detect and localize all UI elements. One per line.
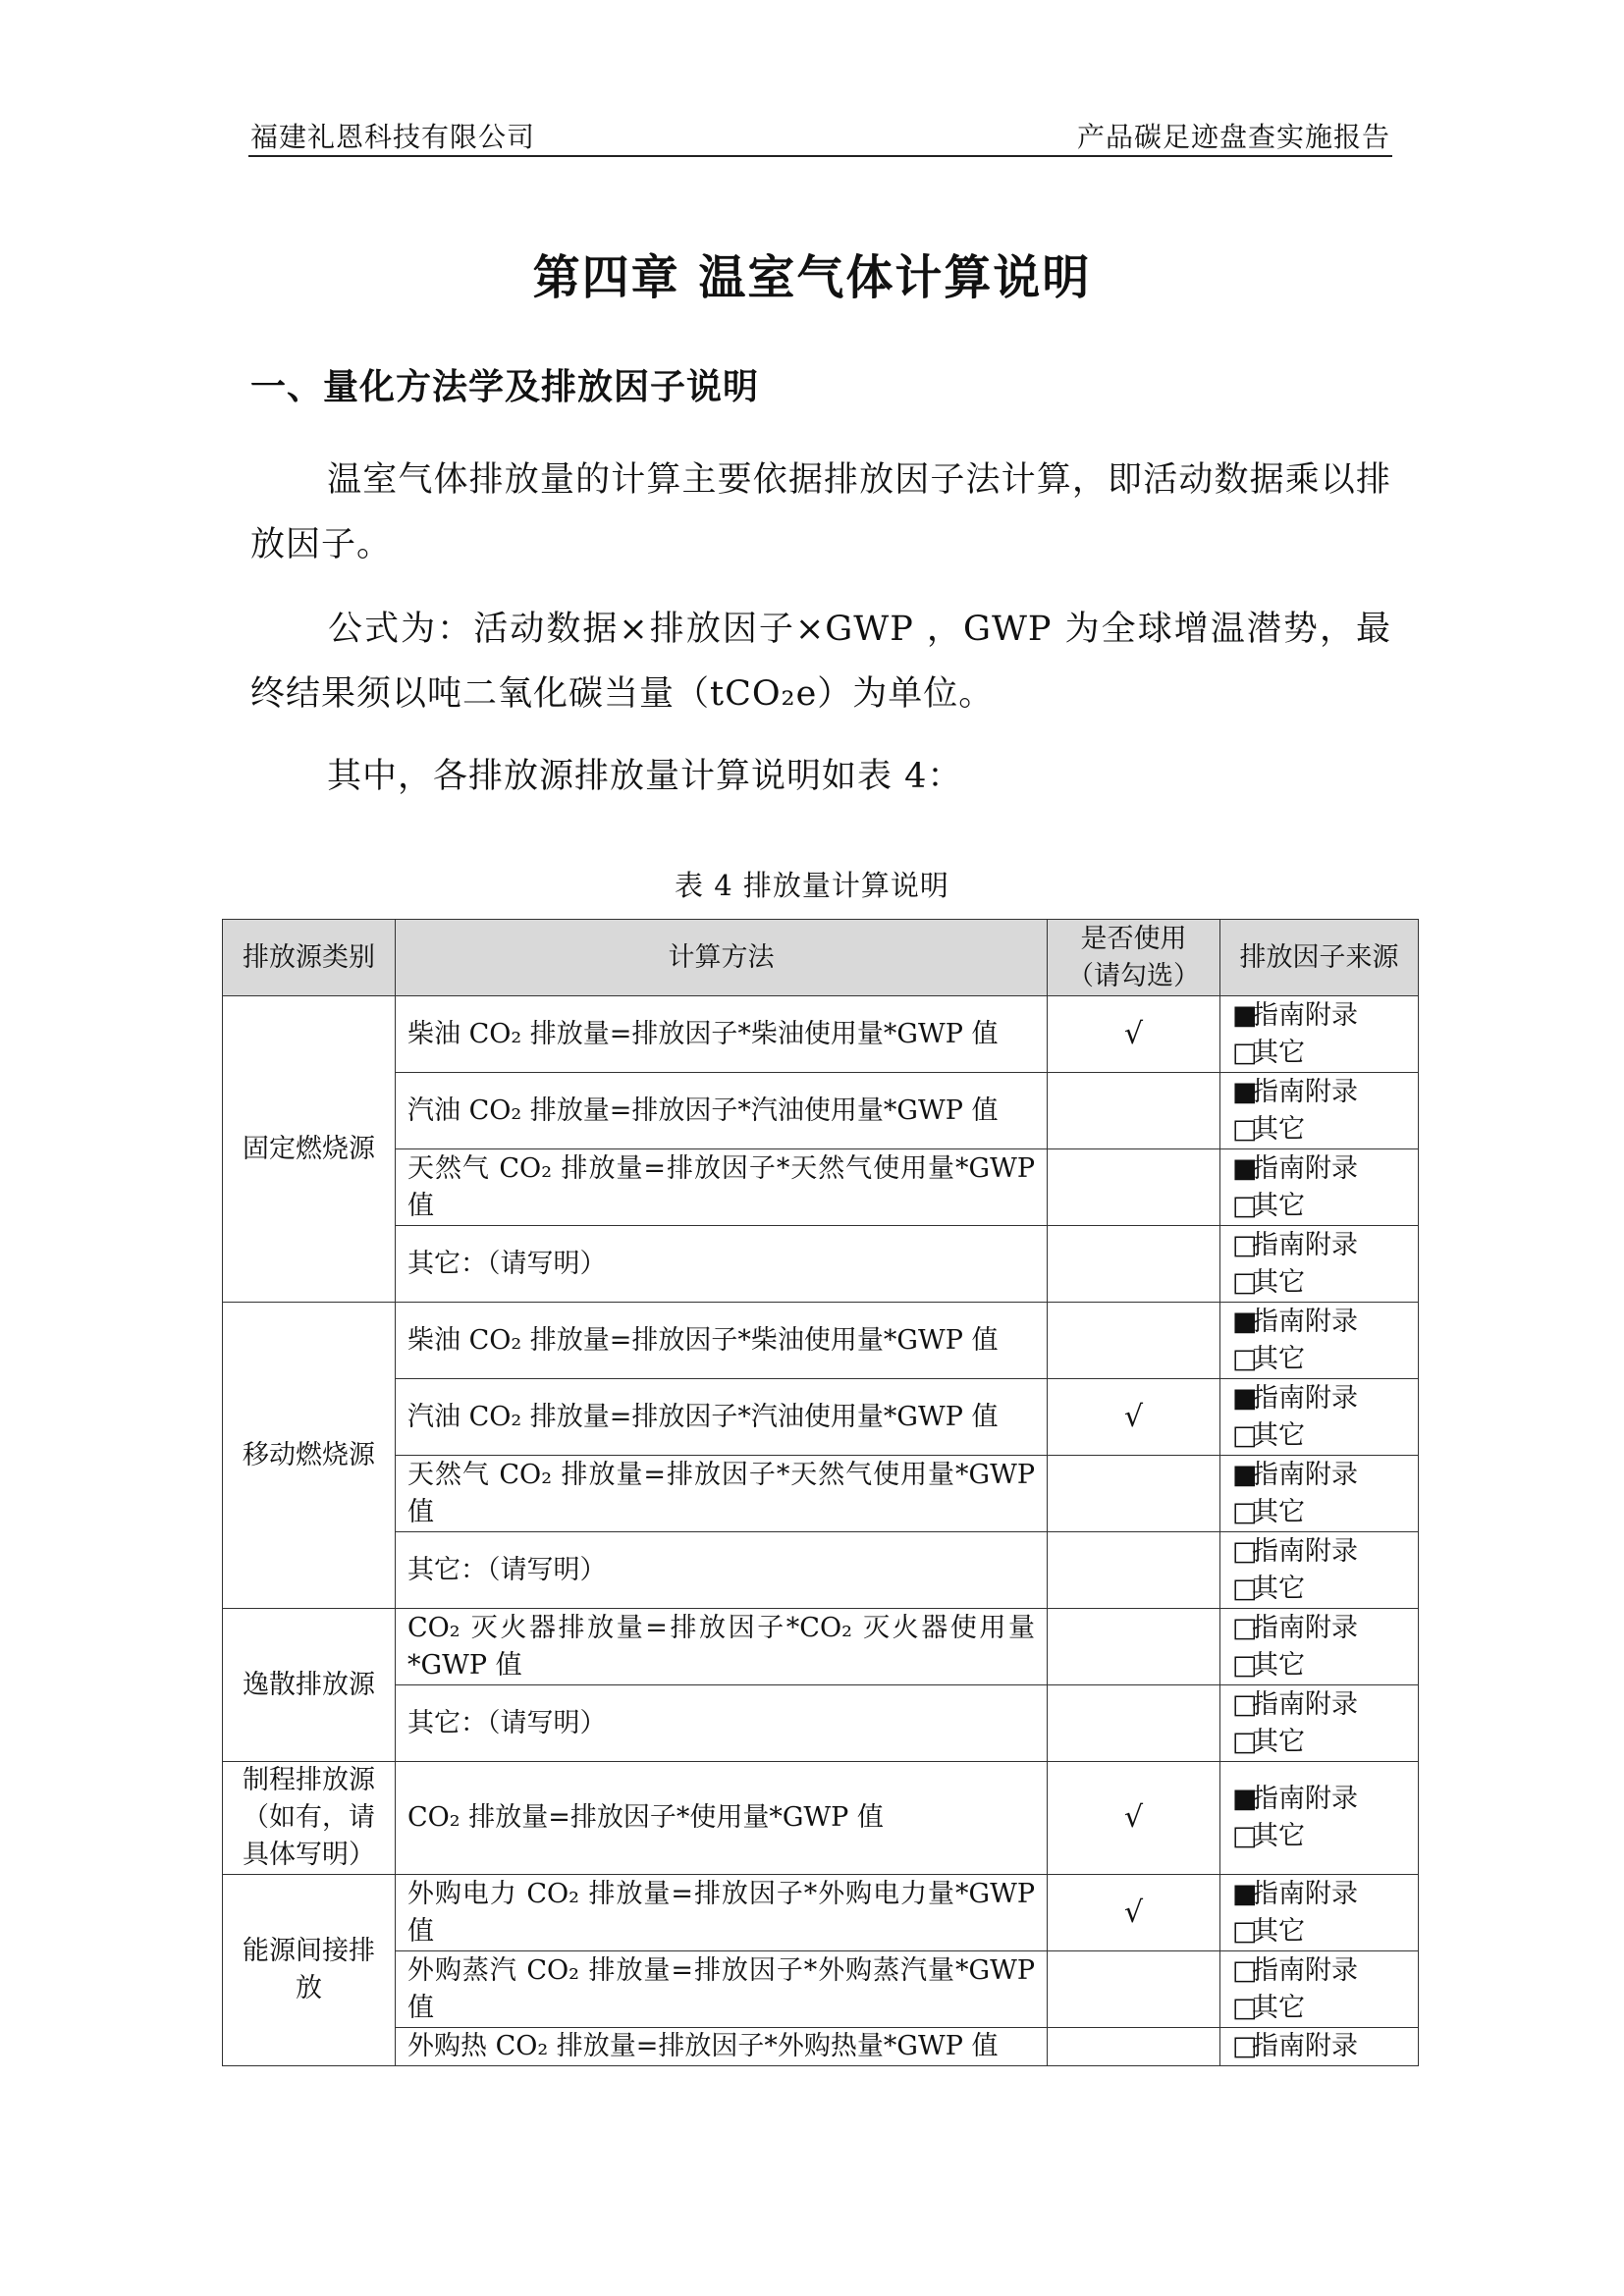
checkbox-icon: □	[1232, 1266, 1258, 1298]
used-check-cell	[1048, 1609, 1220, 1685]
header-company: 福建礼恩科技有限公司	[250, 121, 536, 153]
category-cell: 逸散排放源	[223, 1609, 396, 1762]
header-source: 排放因子来源	[1220, 920, 1419, 996]
category-cell: 移动燃烧源	[223, 1303, 396, 1609]
method-cell: 天然气 CO₂ 排放量=排放因子*天然气使用量*GWP 值	[396, 1149, 1048, 1226]
table-caption: 表 4 排放量计算说明	[675, 869, 949, 902]
table-row	[223, 2028, 1419, 2066]
option-other	[1232, 1188, 1406, 1225]
factor-source-cell	[1220, 1073, 1419, 1149]
checkbox-icon: □	[1232, 1992, 1258, 2023]
checkbox-icon: □	[1232, 1535, 1258, 1567]
option-label: 指南附录	[1252, 1878, 1358, 1909]
header-used: 是否使用（请勾选）	[1048, 920, 1220, 996]
option-label: 其它	[1252, 1649, 1305, 1681]
used-check-cell	[1048, 1532, 1220, 1609]
table-row	[223, 1532, 1419, 1609]
checkbox-icon: ■	[1232, 1784, 1258, 1814]
option-other	[1232, 1494, 1406, 1531]
used-check-cell	[1048, 1149, 1220, 1226]
checkbox-icon: ■	[1232, 1152, 1258, 1184]
checkbox-icon: □	[1232, 1915, 1258, 1947]
checkbox-icon: □	[1232, 1821, 1258, 1851]
option-label: 其它	[1252, 1573, 1305, 1604]
option-label: 其它	[1252, 1726, 1305, 1757]
option-label: 其它	[1252, 1190, 1305, 1221]
category-cell: 能源间接排放	[223, 1875, 396, 2066]
checkbox-icon: □	[1232, 1343, 1258, 1374]
option-other	[1232, 1724, 1406, 1761]
checkbox-icon: □	[1232, 1419, 1258, 1451]
header-rule	[248, 155, 1392, 157]
option-label: 其它	[1252, 1419, 1305, 1451]
table-row	[223, 1875, 1419, 1951]
emission-calculation-table	[222, 919, 1419, 2066]
option-other	[1232, 1818, 1406, 1855]
option-guide-appendix	[1232, 1304, 1406, 1341]
option-label: 其它	[1252, 1992, 1305, 2023]
paragraph-1: 温室气体排放量的计算主要依据排放因子法计算，即活动数据乘以排放因子。	[250, 460, 1391, 564]
option-guide-appendix	[1232, 1533, 1406, 1571]
used-check-cell	[1048, 2028, 1220, 2066]
used-check-cell	[1048, 1226, 1220, 1303]
checkbox-icon: □	[1232, 1573, 1258, 1604]
option-other	[1232, 1264, 1406, 1302]
table-row	[223, 1951, 1419, 2028]
table-row	[223, 1226, 1419, 1303]
checkbox-icon: □	[1232, 1113, 1258, 1145]
option-label: 指南附录	[1252, 999, 1358, 1031]
option-label: 指南附录	[1252, 1688, 1358, 1720]
checkbox-icon: □	[1232, 2031, 1258, 2061]
option-label: 指南附录	[1252, 1152, 1358, 1184]
method-cell: 汽油 CO₂ 排放量=排放因子*汽油使用量*GWP 值	[396, 1379, 1048, 1456]
checkbox-icon: □	[1232, 1496, 1258, 1527]
paragraph-2: 公式为：活动数据×排放因子×GWP ，GWP 为全球增温潜势，最终结果须以吨二氧化碳当量（tCO₂e）为单位。	[250, 610, 1391, 714]
table-header-row	[223, 920, 1419, 996]
option-label: 指南附录	[1252, 1784, 1358, 1814]
checkbox-icon: ■	[1232, 1382, 1258, 1414]
checkbox-icon: □	[1232, 1229, 1258, 1260]
table-row	[223, 1685, 1419, 1762]
used-check-cell	[1048, 1951, 1220, 2028]
option-guide-appendix	[1232, 1457, 1406, 1494]
method-cell: 天然气 CO₂ 排放量=排放因子*天然气使用量*GWP 值	[396, 1456, 1048, 1532]
factor-source-cell	[1220, 1226, 1419, 1303]
checkbox-icon: ■	[1232, 1306, 1258, 1337]
checkbox-icon: ■	[1232, 999, 1258, 1031]
paragraph-3: 其中，各排放源排放量计算说明如表 4：	[327, 757, 963, 796]
checkbox-icon: □	[1232, 1190, 1258, 1221]
option-guide-appendix	[1232, 1876, 1406, 1913]
option-label: 指南附录	[1252, 1229, 1358, 1260]
option-label: 其它	[1252, 1266, 1305, 1298]
factor-source-cell	[1220, 1685, 1419, 1762]
header-category: 排放源类别	[223, 920, 396, 996]
checkbox-icon: □	[1232, 1037, 1258, 1068]
factor-source-cell	[1220, 1379, 1419, 1456]
checkbox-icon: ■	[1232, 1459, 1258, 1490]
option-label: 指南附录	[1252, 1459, 1358, 1490]
factor-source-cell	[1220, 1875, 1419, 1951]
option-guide-appendix	[1232, 1781, 1406, 1818]
factor-source-cell	[1220, 1609, 1419, 1685]
option-label: 其它	[1252, 1496, 1305, 1527]
option-label: 指南附录	[1252, 2031, 1358, 2061]
header-method: 计算方法	[396, 920, 1048, 996]
used-check-cell	[1048, 1456, 1220, 1532]
option-other	[1232, 1417, 1406, 1455]
used-check-cell: √	[1048, 996, 1220, 1073]
table-row	[223, 1609, 1419, 1685]
factor-source-cell	[1220, 1951, 1419, 2028]
option-guide-appendix	[1232, 997, 1406, 1035]
option-other	[1232, 1647, 1406, 1684]
option-guide-appendix	[1232, 1686, 1406, 1724]
option-guide-appendix	[1232, 1610, 1406, 1647]
used-check-cell: √	[1048, 1379, 1220, 1456]
option-other	[1232, 1571, 1406, 1608]
method-cell: 其它：（请写明）	[396, 1226, 1048, 1303]
method-cell: CO₂ 灭火器排放量=排放因子*CO₂ 灭火器使用量*GWP 值	[396, 1609, 1048, 1685]
factor-source-cell	[1220, 1762, 1419, 1875]
option-label: 其它	[1252, 1037, 1305, 1068]
used-check-cell	[1048, 1685, 1220, 1762]
option-label: 其它	[1252, 1915, 1305, 1947]
option-label: 指南附录	[1252, 1076, 1358, 1107]
factor-source-cell	[1220, 996, 1419, 1073]
factor-source-cell	[1220, 1456, 1419, 1532]
method-cell: 柴油 CO₂ 排放量=排放因子*柴油使用量*GWP 值	[396, 1303, 1048, 1379]
factor-source-cell	[1220, 2028, 1419, 2066]
method-cell: 柴油 CO₂ 排放量=排放因子*柴油使用量*GWP 值	[396, 996, 1048, 1073]
chapter-title: 第四章 温室气体计算说明	[532, 250, 1092, 305]
checkbox-icon: □	[1232, 1688, 1258, 1720]
checkbox-icon: ■	[1232, 1076, 1258, 1107]
checkbox-icon: ■	[1232, 1878, 1258, 1909]
section-title: 一、量化方法学及排放因子说明	[250, 366, 760, 407]
option-label: 指南附录	[1252, 1535, 1358, 1567]
checkbox-icon: □	[1232, 1649, 1258, 1681]
option-other	[1232, 1035, 1406, 1072]
category-cell: 固定燃烧源	[223, 996, 396, 1303]
option-guide-appendix	[1232, 1227, 1406, 1264]
checkbox-icon: □	[1232, 1954, 1258, 1986]
method-cell: CO₂ 排放量=排放因子*使用量*GWP 值	[396, 1762, 1048, 1875]
option-label: 指南附录	[1252, 1954, 1358, 1986]
table-row	[223, 1379, 1419, 1456]
option-label: 其它	[1252, 1821, 1305, 1851]
option-guide-appendix	[1232, 2028, 1406, 2065]
method-cell: 其它：（请写明）	[396, 1532, 1048, 1609]
option-other	[1232, 1341, 1406, 1378]
option-other	[1232, 1990, 1406, 2027]
option-label: 指南附录	[1252, 1306, 1358, 1337]
table-row	[223, 1456, 1419, 1532]
checkbox-icon: □	[1232, 1726, 1258, 1757]
table-row	[223, 1073, 1419, 1149]
table-row	[223, 1303, 1419, 1379]
option-guide-appendix	[1232, 1150, 1406, 1188]
used-check-cell: √	[1048, 1762, 1220, 1875]
option-label: 指南附录	[1252, 1612, 1358, 1643]
option-other	[1232, 1111, 1406, 1148]
option-guide-appendix	[1232, 1074, 1406, 1111]
option-label: 其它	[1252, 1113, 1305, 1145]
table-row	[223, 996, 1419, 1073]
table-row	[223, 1149, 1419, 1226]
category-cell: 制程排放源（如有，请具体写明）	[223, 1762, 396, 1875]
checkbox-icon: □	[1232, 1612, 1258, 1643]
used-check-cell	[1048, 1303, 1220, 1379]
option-label: 其它	[1252, 1343, 1305, 1374]
option-guide-appendix	[1232, 1380, 1406, 1417]
factor-source-cell	[1220, 1149, 1419, 1226]
method-cell: 其它：（请写明）	[396, 1685, 1048, 1762]
factor-source-cell	[1220, 1532, 1419, 1609]
option-guide-appendix	[1232, 1952, 1406, 1990]
method-cell: 外购热 CO₂ 排放量=排放因子*外购热量*GWP 值	[396, 2028, 1048, 2066]
table-row	[223, 1762, 1419, 1875]
used-check-cell: √	[1048, 1875, 1220, 1951]
factor-source-cell	[1220, 1303, 1419, 1379]
option-other	[1232, 1913, 1406, 1950]
option-label: 指南附录	[1252, 1382, 1358, 1414]
method-cell: 外购电力 CO₂ 排放量=排放因子*外购电力量*GWP 值	[396, 1875, 1048, 1951]
method-cell: 外购蒸汽 CO₂ 排放量=排放因子*外购蒸汽量*GWP 值	[396, 1951, 1048, 2028]
method-cell: 汽油 CO₂ 排放量=排放因子*汽油使用量*GWP 值	[396, 1073, 1048, 1149]
header-report-title: 产品碳足迹盘查实施报告	[1076, 121, 1390, 153]
used-check-cell	[1048, 1073, 1220, 1149]
